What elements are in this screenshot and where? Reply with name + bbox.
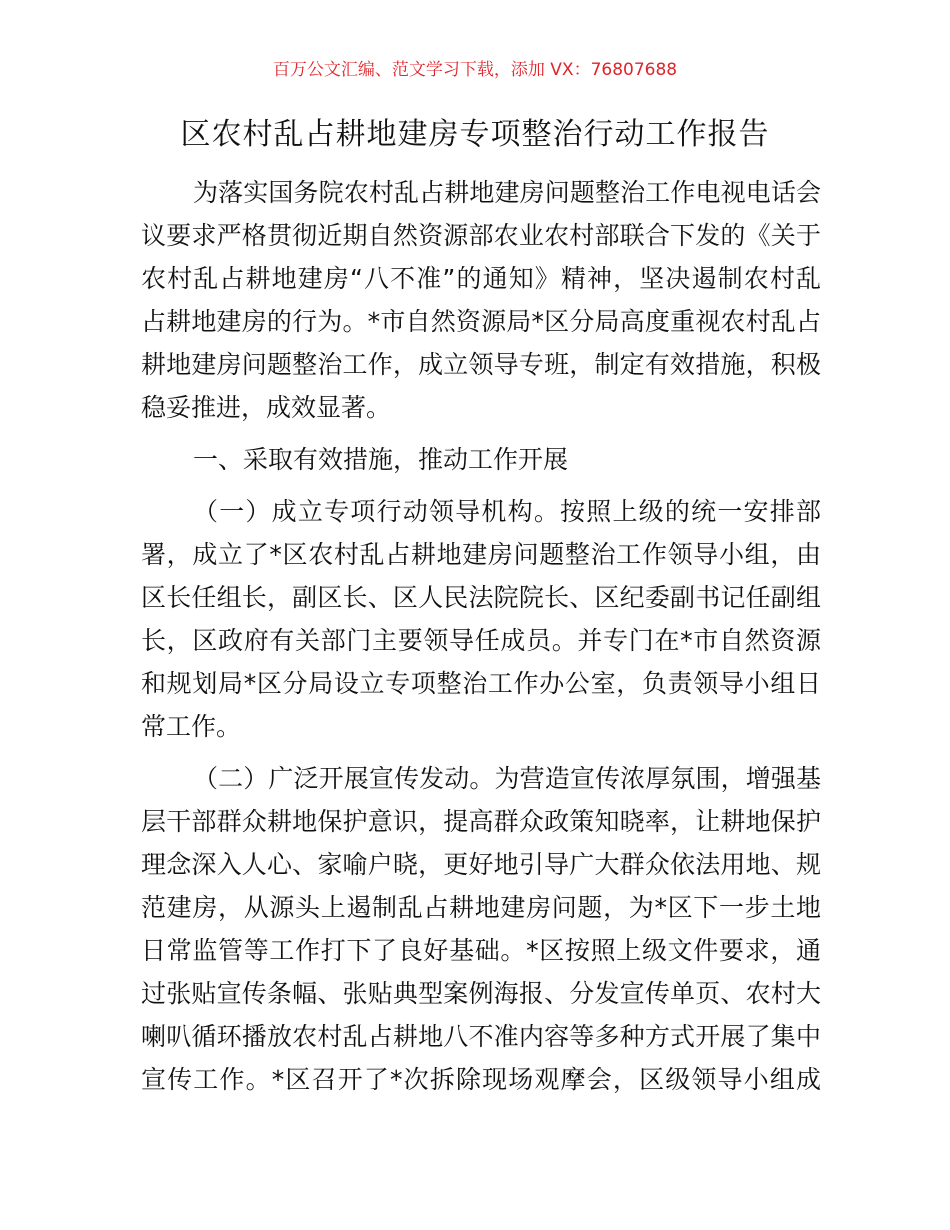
text-line: 范建房，从源头上遏制乱占耕地建房问题，为*区下一步土地 xyxy=(141,893,821,922)
text-line: 日常监管等工作打下了良好基础。*区按照上级文件要求，通 xyxy=(141,936,821,965)
text-line: 和规划局*区分局设立专项整治工作办公室，负责领导小组日 xyxy=(141,669,821,698)
text-line: 稳妥推进，成效显著。 xyxy=(141,393,392,422)
text-line: 层干部群众耕地保护意识，提高群众政策知晓率，让耕地保护 xyxy=(141,807,821,836)
text-line: （一）成立专项行动领导机构。按照上级的统一安排部 xyxy=(193,497,821,526)
text-line: 理念深入人心、家喻户晓，更好地引导广大群众依法用地、规 xyxy=(141,850,821,879)
paragraph-subsection-1 xyxy=(141,490,821,748)
section-heading: 一、采取有效措施，推动工作开展 xyxy=(193,445,569,474)
text-line: 区长任组长，副区长、区人民法院院长、区纪委副书记任副组 xyxy=(141,583,821,612)
text-line: 长，区政府有关部门主要领导任成员。并专门在*市自然资源 xyxy=(141,626,821,655)
text-line: 署，成立了*区农村乱占耕地建房问题整治工作领导小组，由 xyxy=(141,540,821,569)
watermark-banner: 百万公文汇编、范文学习下载，添加 VX：76807688 xyxy=(272,60,678,80)
document-title: 区农村乱占耕地建房专项整治行动工作报告 xyxy=(180,117,770,152)
text-line: 常工作。 xyxy=(141,712,242,741)
paragraph-intro xyxy=(141,171,821,429)
document-body xyxy=(141,171,821,1110)
paragraph-subsection-2 xyxy=(141,757,821,1101)
text-line: 农村乱占耕地建房“八不准”的通知》精神，坚决遏制农村乱 xyxy=(141,264,821,293)
text-line: （二）广泛开展宣传发动。为营造宣传浓厚氛围，增强基 xyxy=(193,764,821,793)
text-line: 耕地建房问题整治工作，成立领导专班，制定有效措施，积极 xyxy=(141,350,821,379)
text-line: 喇叭循环播放农村乱占耕地八不准内容等多种方式开展了集中 xyxy=(141,1022,821,1051)
text-line: 宣传工作。*区召开了*次拆除现场观摩会，区级领导小组成 xyxy=(141,1065,821,1094)
section-heading-1 xyxy=(141,438,821,481)
text-line: 过张贴宣传条幅、张贴典型案例海报、分发宣传单页、农村大 xyxy=(141,979,821,1008)
text-line: 为落实国务院农村乱占耕地建房问题整治工作电视电话会 xyxy=(193,178,821,207)
text-line: 占耕地建房的行为。*市自然资源局*区分局高度重视农村乱占 xyxy=(141,307,821,336)
text-line: 议要求严格贯彻近期自然资源部农业农村部联合下发的《关于 xyxy=(141,221,821,250)
